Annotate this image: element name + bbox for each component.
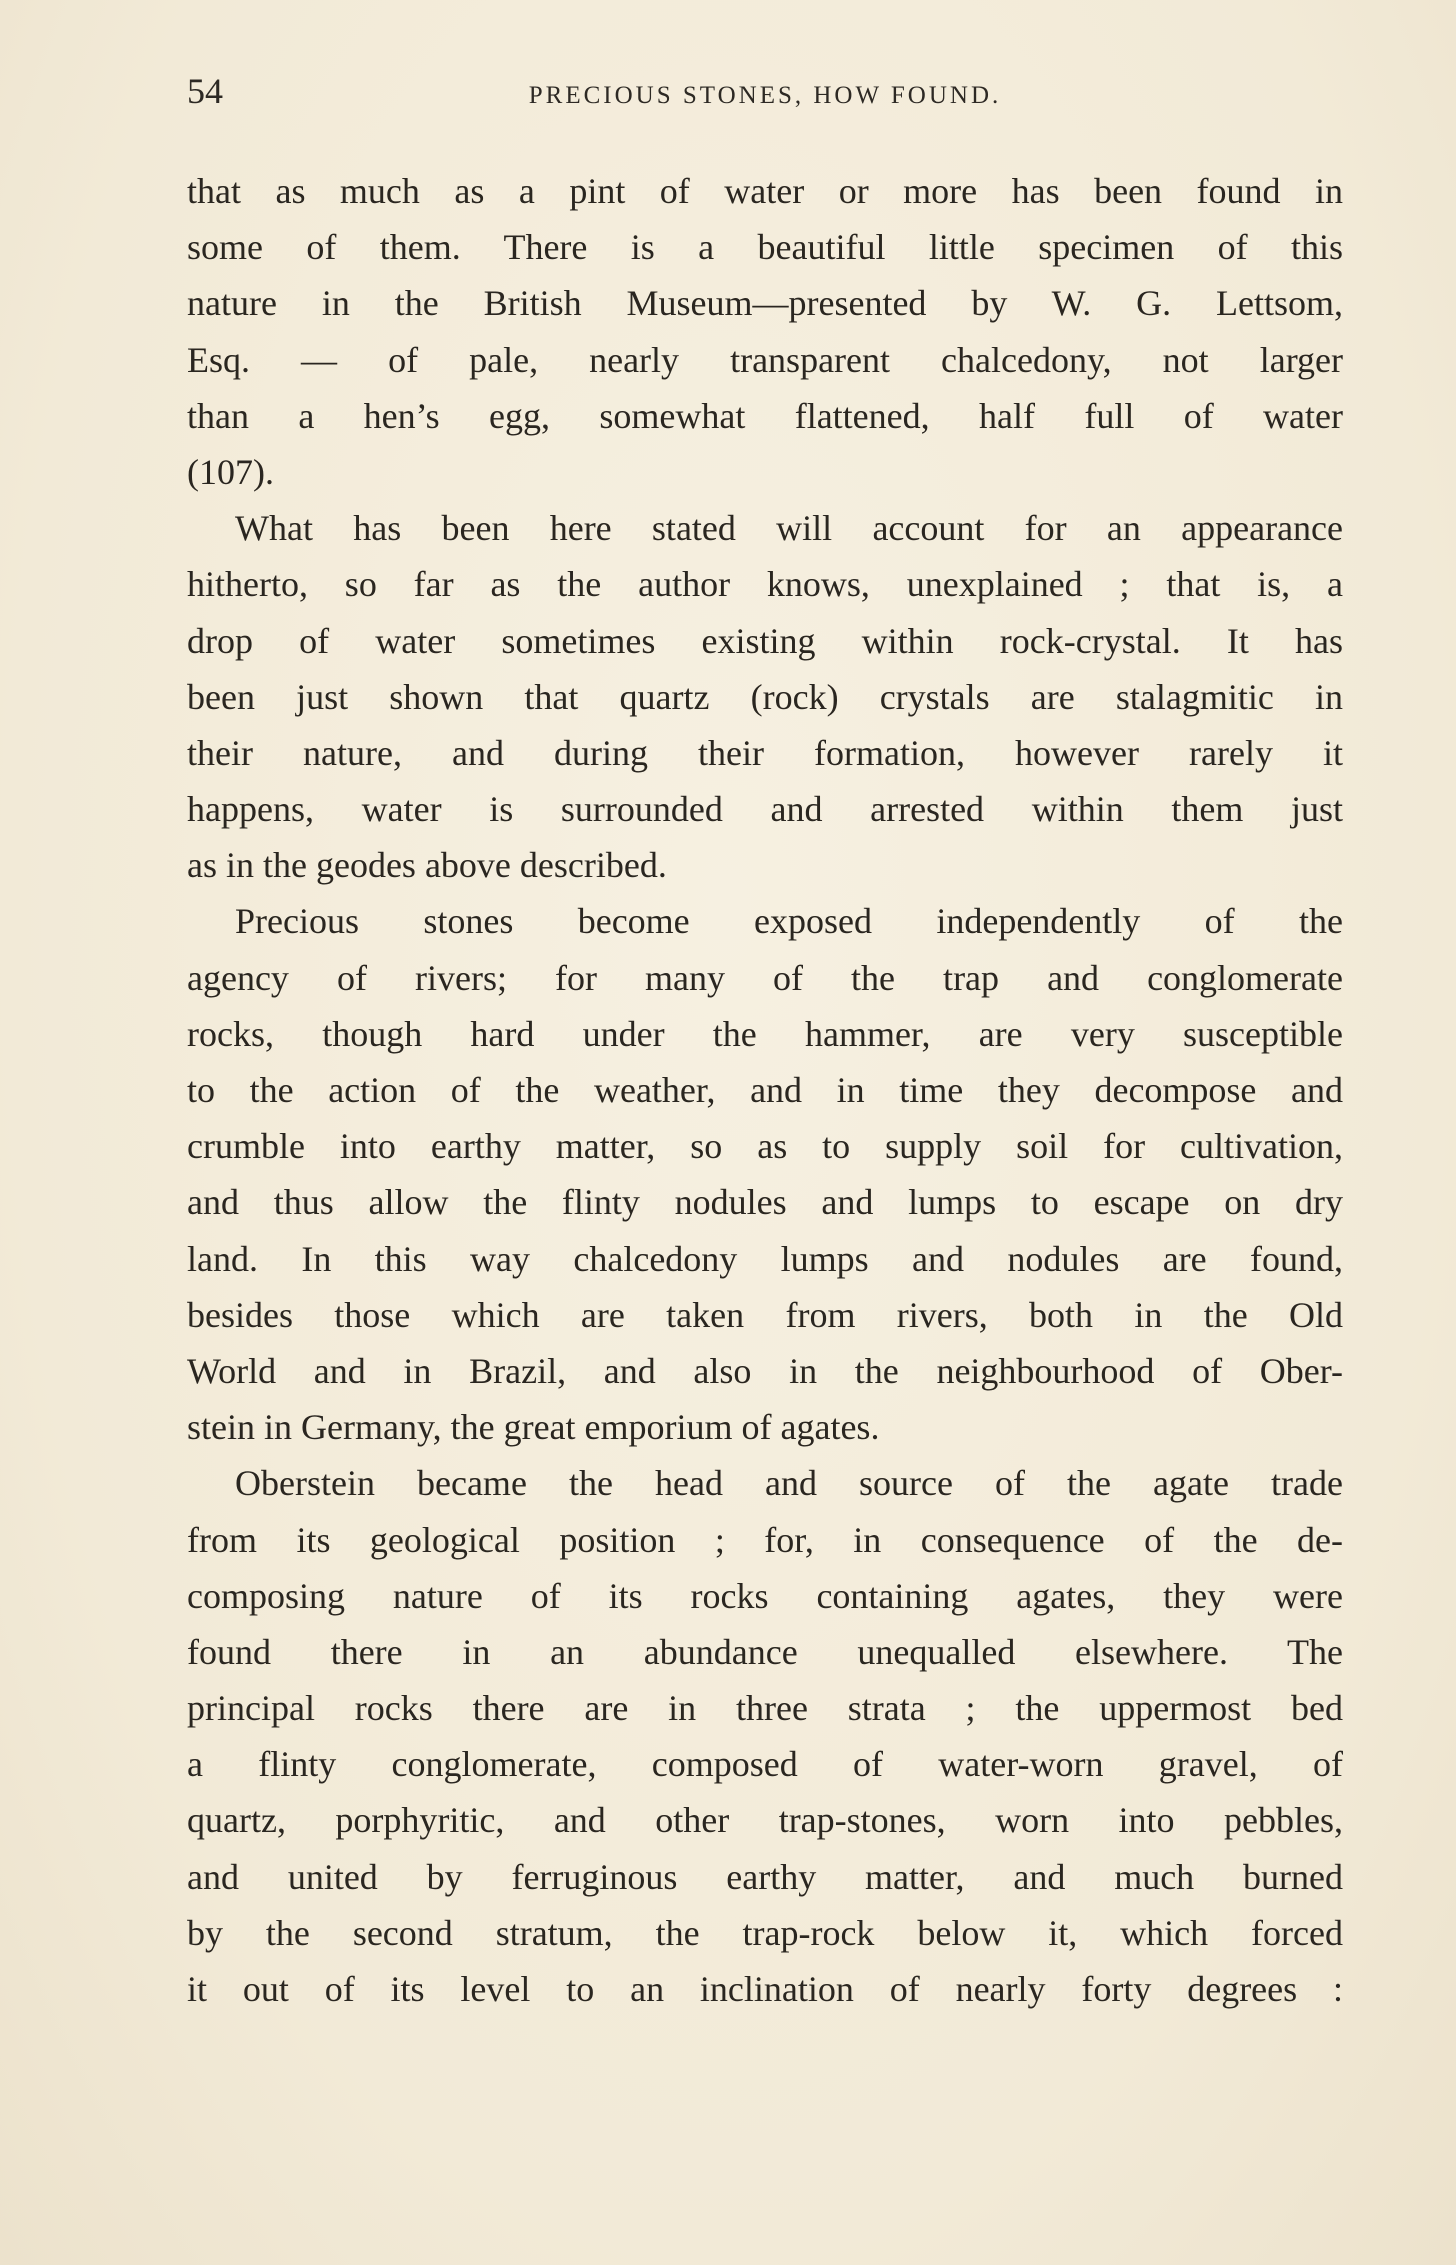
text-line: it out of its level to an inclination of nearly forty degrees : [187, 1969, 1343, 2009]
body-text [187, 163, 1343, 2017]
text-line: and united by ferruginous earthy matter, and much burned [187, 1856, 1343, 1897]
text-line: quartz, porphyritic, and other trap-stones, worn into pebbles, [187, 1800, 1343, 1841]
text-line: by the second stratum, the trap-rock below it, which forced [187, 1912, 1343, 1953]
running-head [187, 62, 1343, 122]
text-line: land. In this way chalcedony lumps and nodules are found, [187, 1238, 1343, 1279]
text-line: to the action of the weather, and in time they decompose and [187, 1070, 1343, 1110]
text-line: Oberstein became the head and source of the agate trade [235, 1463, 1343, 1504]
text-line: found there in an abundance unequalled elsewhere. The [187, 1631, 1343, 1672]
text-line: as in the geodes above described. [187, 845, 667, 886]
text-line: than a hen’s egg, somewhat flattened, half full of water [187, 395, 1343, 436]
text-line: drop of water sometimes existing within rock-crystal. It has [187, 620, 1343, 661]
text-line: some of them. There is a beautiful little specimen of this [187, 227, 1343, 268]
text-line: their nature, and during their formation, however rarely it [187, 732, 1343, 773]
text-line: What has been here stated will account for an appearance [235, 508, 1343, 549]
text-line: stein in Germany, the great emporium of agates. [187, 1407, 880, 1448]
text-line: Precious stones become exposed independently of the [235, 901, 1343, 942]
text-line: agency of rivers; for many of the trap and conglomerate [187, 957, 1343, 998]
text-line: principal rocks there are in three strata ; the uppermost bed [187, 1688, 1343, 1729]
running-title: PRECIOUS STONES, HOW FOUND. [528, 82, 1002, 109]
text-line: that as much as a pint of water or more has been found in [187, 171, 1343, 211]
text-line: composing nature of its rocks containing agates, they were [187, 1575, 1343, 1616]
text-line: rocks, though hard under the hammer, are very susceptible [187, 1013, 1343, 1054]
text-line: happens, water is surrounded and arrested within them just [187, 789, 1343, 830]
text-line: hitherto, so far as the author knows, unexplained ; that is, a [187, 564, 1343, 605]
text-line: from its geological position ; for, in consequence of the de- [187, 1519, 1343, 1560]
text-line: nature in the British Museum—presented by W. G. Lettsom, [187, 283, 1343, 324]
text-line: and thus allow the flinty nodules and lumps to escape on dry [187, 1182, 1343, 1223]
text-line: Esq. — of pale, nearly transparent chalcedony, not larger [187, 339, 1343, 380]
text-line: besides those which are taken from rivers, both in the Old [187, 1294, 1343, 1335]
text-line: World and in Brazil, and also in the neighbourhood of Ober- [187, 1350, 1343, 1391]
text-line: been just shown that quartz (rock) crystals are stalagmitic in [187, 676, 1343, 717]
page-number: 54 [187, 71, 223, 111]
text-line: crumble into earthy matter, so as to supply soil for cultivation, [187, 1126, 1343, 1167]
text-line: (107). [187, 451, 274, 492]
text-line: a flinty conglomerate, composed of water-worn gravel, of [187, 1744, 1343, 1785]
